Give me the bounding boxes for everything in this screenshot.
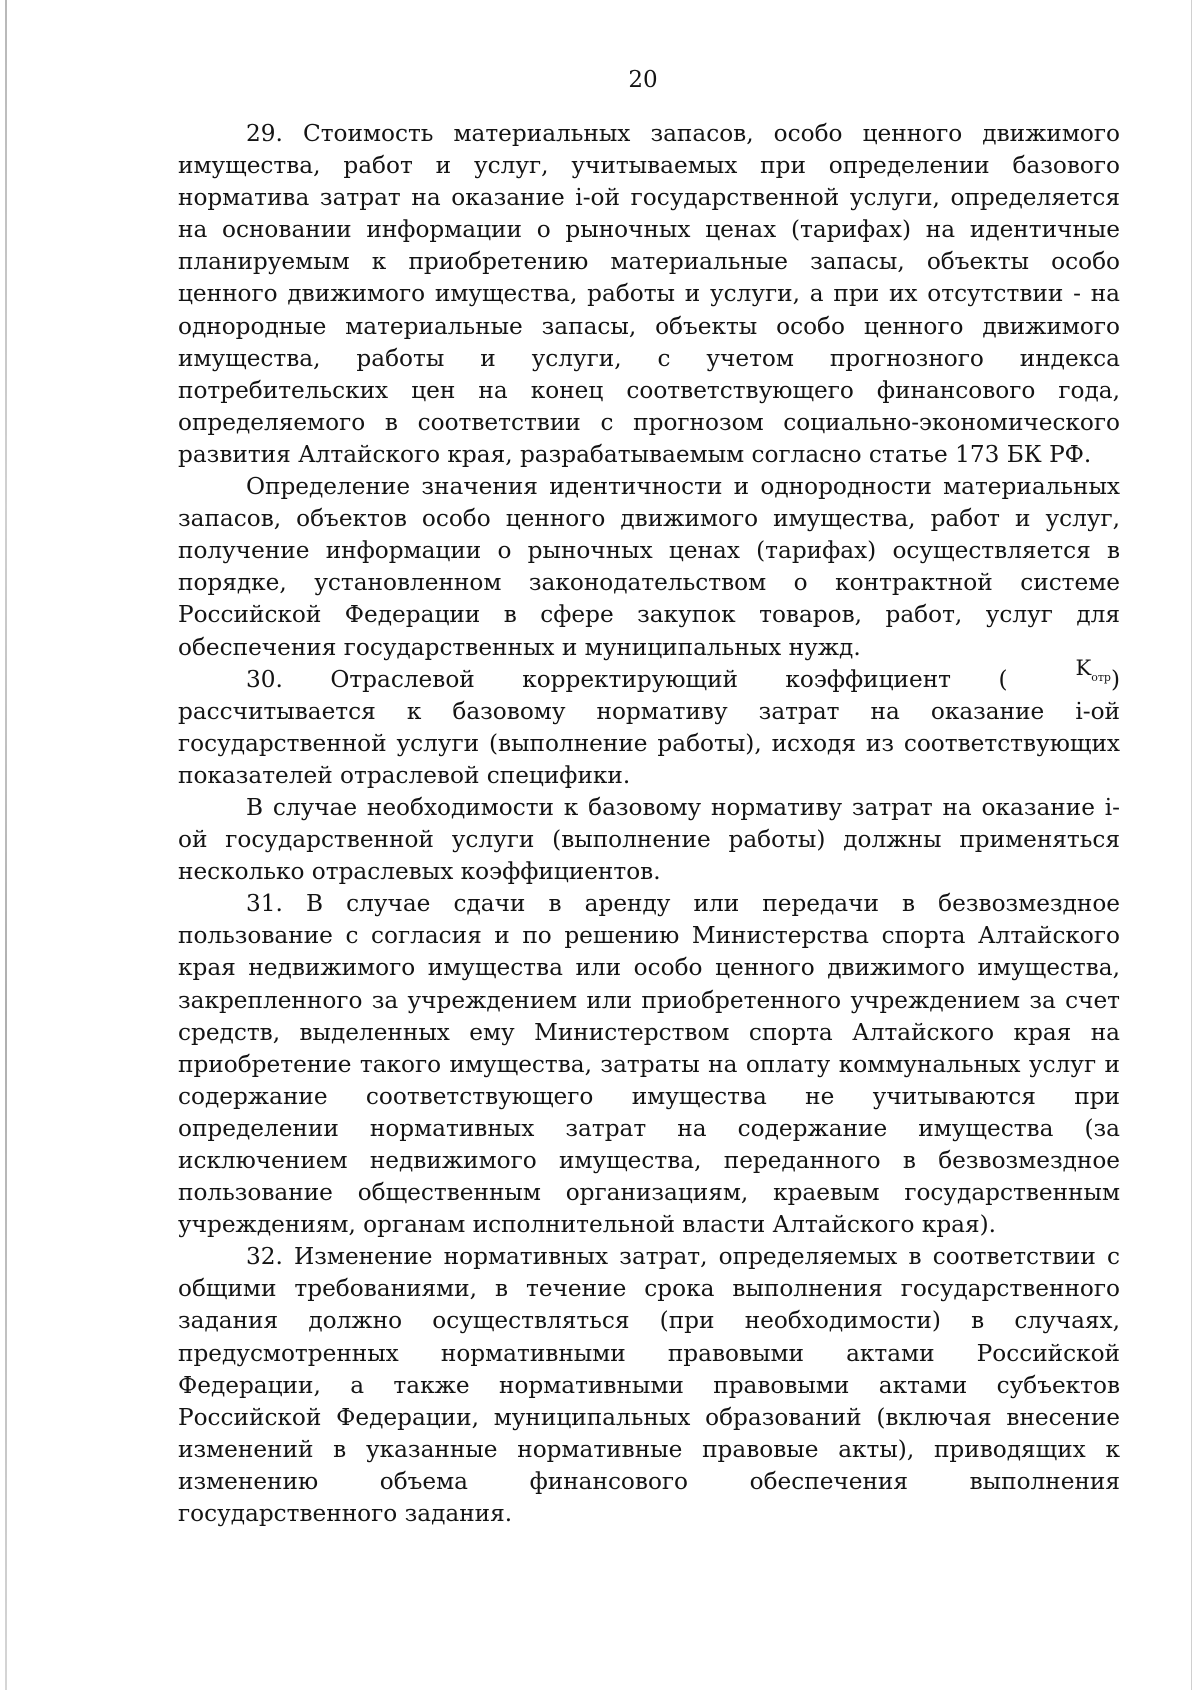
paragraph-29-cost: 29. Стоимость материальных запасов, особо ценного движимого имущества, работ и услуг, учитываемых при определении базового норматива затрат на оказание i-ой государственной услуги, определяется на основании информации о рыночных ценах (тарифах) на идентичные планируемым к приобретению материальные запасы, объекты особо ценного движимого имущества, работы и услуги, а при их отсутствии - на однородные материальные запасы, объекты особо ценного движимого имущества, работы и услуги, с учетом прогнозного индекса потребительских цен на конец соответствующего финансового года, определяемого в соответствии с прогнозом социально-экономического развития Алтайского края, разрабатываемым согласно статье 173 БК РФ. <box>178 120 1120 468</box>
paragraph-30-text-end: ) рассчитывается к базовому нормативу затрат на оказание i-ой государственной услуги (выполнение работы), исходя из соответствующих показателей отраслевой специфики. <box>178 665 1120 789</box>
coefficient-subscript: отр <box>1091 670 1111 684</box>
paragraph-30-coefficient <box>178 655 1120 792</box>
paragraph-30-text-start: 30. Отраслевой корректирующий коэффициент ( <box>246 665 1008 693</box>
coefficient-letter: K <box>1075 655 1092 680</box>
paragraph-31-lease: 31. В случае сдачи в аренду или передачи в безвозмездное пользование с согласия и по решению Министерства спорта Алтайского края недвижимого имущества или особо ценного движимого имущества, закрепленного за учреждением или приобретенного учреждением за счет средств, выделенных ему Министерством спорта Алтайского края на приобретение такого имущества, затраты на оплату коммунальных услуг и содержание соответствующего имущества не учитываются при определении нормативных затрат на содержание имущества (за исключением недвижимого имущества, переданного в безвозмездное пользование общественным организациям, краевым государственным учреждениям, органам исполнительной власти Алтайского края). <box>178 890 1120 1239</box>
paragraph-32-changes: 32. Изменение нормативных затрат, определяемых в соответствии с общими требованиями, в течение срока выполнения государственного задания должно осуществляться (при необходимости) в случаях, предусмотренных нормативными правовыми актами Российской Федерации, а также нормативными правовыми актами субъектов Российской Федерации, муниципальных образований (включая внесение изменений в указанные нормативные правовые акты), приводящих к изменению объема финансового обеспечения выполнения государственного задания. <box>178 1243 1120 1528</box>
paragraph-29-identity: Определение значения идентичности и однородности материальных запасов, объектов особо ценного движимого имущества, работ и услуг, получение информации о рыночных ценах (тарифах) осуществляется в порядке, установленном законодательством о контрактной системе Российской Федерации в сфере закупок товаров, работ, услуг для обеспечения государственных и муниципальных нужд. <box>178 473 1120 661</box>
page-number: 20 <box>628 67 658 93</box>
coefficient-symbol <box>1008 655 1111 684</box>
scan-edge-left <box>5 0 7 1690</box>
paragraph-30-multiple: В случае необходимости к базовому нормативу затрат на оказание i-ой государственной услуги (выполнение работы) должны применяться несколько отраслевых коэффициентов. <box>178 793 1120 886</box>
scan-edge-right <box>1191 0 1192 1690</box>
document-body <box>178 118 1120 1530</box>
